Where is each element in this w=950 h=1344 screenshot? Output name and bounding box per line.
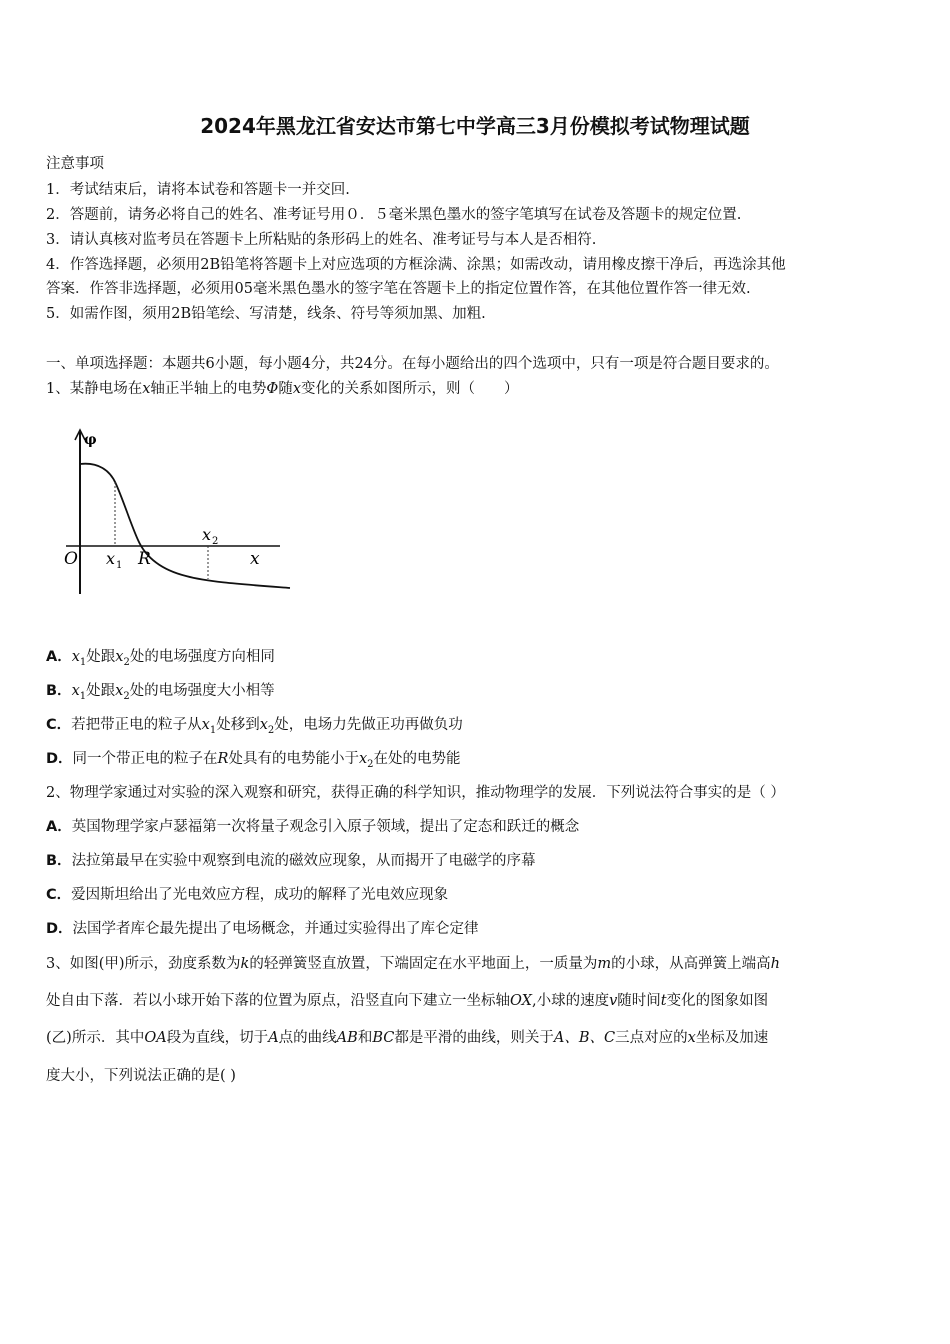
page-title: 2024年黑龙江省安达市第七中学高三3月份模拟考试物理试题: [200, 114, 750, 138]
q2-option-a[interactable]: A．英国物理学家卢瑟福第一次将量子观念引入原子领域，提出了定态和跃迁的概念: [46, 819, 580, 835]
q2-option-c[interactable]: C．爱因斯坦给出了光电效应方程，成功的解释了光电效应现象: [46, 887, 449, 903]
q3-stem-line-3: (乙)所示．其中OA段为直线，切于A点的曲线AB和BC都是平滑的曲线，则关于A、B、C三点对应的x坐标及加速: [46, 1030, 769, 1046]
q1-option-c[interactable]: C．若把带正电的粒子从$x_1$处移到$x_2$处，电场力先做正功再做负功: [46, 717, 463, 736]
notice-heading: 注意事项: [46, 156, 104, 172]
q2-option-b[interactable]: B．法拉第最早在实验中观察到电流的磁效应现象，从而揭开了电磁学的序幕: [46, 853, 536, 869]
x2-label: x: [202, 525, 212, 544]
potential-curve-svg: [58, 422, 298, 602]
q3-stem-line-2: 处自由下落．若以小球开始下落的位置为原点，沿竖直向下建立一坐标轴OX,小球的速度v随时间t变化的图象如图: [46, 993, 769, 1009]
q1-potential-graph: [58, 422, 298, 602]
x1-subscript: 1: [116, 560, 123, 571]
notice-item-5: 5．如需作图，须用2B铅笔绘、写清楚，线条、符号等须加黑、加粗.: [46, 306, 486, 322]
q1-option-a[interactable]: A．$x_1$处跟$x_2$处的电场强度方向相同: [46, 649, 275, 668]
R-label: R: [138, 549, 151, 569]
q2-option-d[interactable]: D．法国学者库仑最先提出了电场概念，并通过实验得出了库仑定律: [46, 921, 479, 937]
notice-item-4: 4．作答选择题，必须用2B铅笔将答题卡上对应选项的方框涂满、涂黑；如需改动，请用橡皮擦干净后，再选涂其他: [46, 257, 786, 273]
q3-stem-line-1: 3、如图(甲)所示，劲度系数为k的轻弹簧竖直放置，下端固定在水平地面上，一质量为m的小球，从高弹簧上端高h: [46, 956, 780, 972]
q2-stem: 2、物理学家通过对实验的深入观察和研究，获得正确的科学知识，推动物理学的发展．下列说法符合事实的是（ ）: [46, 785, 785, 801]
x-axis-label: x: [250, 549, 260, 569]
potential-curve: [80, 464, 290, 588]
notice-item-4-cont: 答案．作答非选择题，必须用05毫米黑色墨水的签字笔在答题卡上的指定位置作答，在其他位置作答一律无效.: [46, 281, 751, 297]
q1-option-d[interactable]: D．同一个带正电的粒子在R处具有的电势能小于$x_2$在处的电势能: [46, 751, 461, 770]
origin-label: O: [64, 549, 78, 569]
y-axis-label: φ: [84, 432, 97, 448]
q3-stem-line-4: 度大小，下列说法正确的是( ): [46, 1068, 236, 1084]
section-header: 一、单项选择题：本题共6小题，每小题4分，共24分。在每小题给出的四个选项中，只有一项是符合题目要求的。: [46, 356, 779, 372]
q1-stem: 1、某静电场在x轴正半轴上的电势Φ随x变化的关系如图所示，则（ ）: [46, 381, 519, 397]
x1-label: x: [106, 549, 116, 568]
notice-item-2: 2．答题前，请务必将自己的姓名、准考证号用０．５毫米黑色墨水的签字笔填写在试卷及答题卡的规定位置.: [46, 207, 742, 223]
notice-item-1: 1．考试结束后，请将本试卷和答题卡一并交回.: [46, 182, 350, 198]
x2-subscript: 2: [212, 536, 219, 547]
q1-option-b[interactable]: B．$x_1$处跟$x_2$处的电场强度大小相等: [46, 683, 275, 702]
notice-item-3: 3．请认真核对监考员在答题卡上所粘贴的条形码上的姓名、准考证号与本人是否相符.: [46, 232, 597, 248]
